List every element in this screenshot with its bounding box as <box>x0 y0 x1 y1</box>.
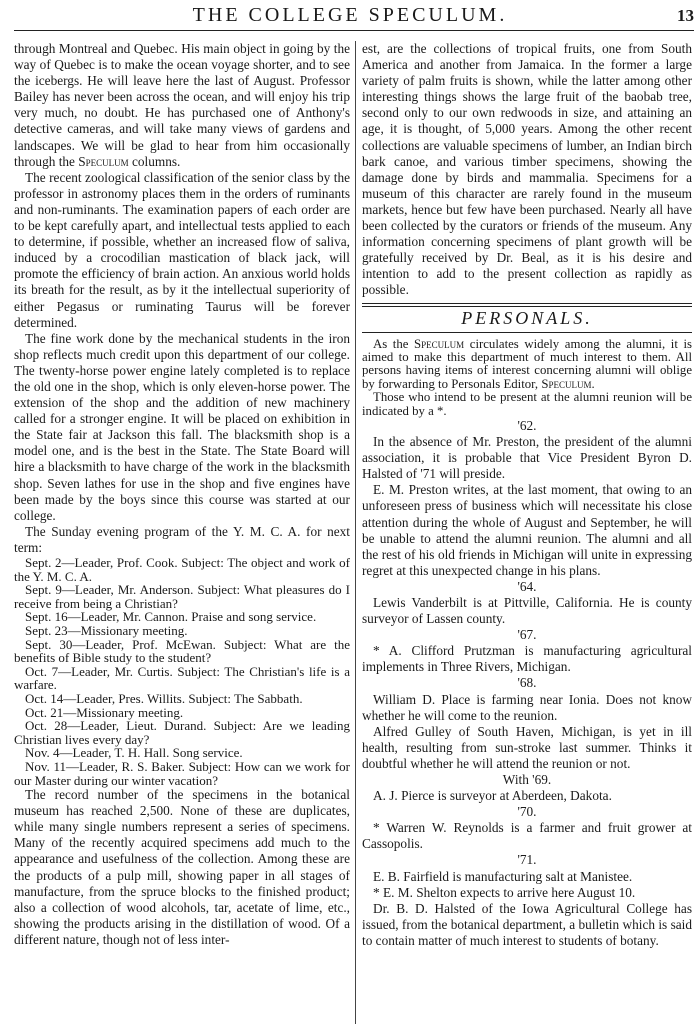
class-year-heading: '64. <box>517 578 537 594</box>
personal-item: Lewis Vanderbilt is at Pittville, California. He is county surveyor of Lassen county. <box>362 594 692 627</box>
class-year-heading: '62. <box>517 417 537 433</box>
column-divider <box>355 41 356 1024</box>
personals-intro: Those who intend to be present at the alumni reunion will be indicated by a *. <box>362 390 692 418</box>
section-title: PERSONALS. <box>461 307 593 328</box>
ymca-schedule <box>14 556 350 787</box>
header-rule <box>14 30 694 31</box>
personal-item: * Warren W. Reynolds is a farmer and fruit grower at Cassopolis. <box>362 820 692 852</box>
schedule-item: Sept. 16—Leader, Mr. Cannon. Praise and song service. <box>25 609 317 625</box>
schedule-item: Nov. 11—Leader, R. S. Baker. Subject: How can we work for our Master during our winter vacation? <box>14 758 350 788</box>
schedule-item: Oct. 14—Leader, Pres. Willits. Subject: The Sabbath. <box>25 690 303 706</box>
article-paragraph: est, are the collections of tropical fruits, one from South America and another from Jamaica. In the former a large variety of palm fruits is shown, while the latter among other interesting things shows the large fruit of the baobab tree, second only to our own redwoods in size, and attaining an age, it is thought, of 5,000 years. Among the other recent collections are valuable specimens of lumber, an Indian birch bark canoe, and various timber specimens, showing the damage done by birds and mammalia. Specimens for a museum of this character are rarely found in the museum markets, hence but few have been purchased. Nearly all have been collected by the curators or friends of the museum. Any information concerning specimens of plant growth will be gratefully received by Dr. Beal, as it is his desire and intention to add to the present collection as rapidly as possible. <box>362 41 692 298</box>
personal-item: Dr. B. D. Halsted of the Iowa Agricultural College has issued, from the botanical department, a bulletin which is said to contain matter of much interest to students of botany. <box>362 900 692 948</box>
publication-name: Speculum <box>541 376 592 391</box>
schedule-item: Sept. 30—Leader, Prof. McEwan. Subject: What are the benefits of Bible study to the student? <box>14 636 350 666</box>
personal-item: William D. Place is farming near Ionia. Does not know whether he will come to the reunion. <box>362 691 692 723</box>
page-number: 13 <box>677 6 694 25</box>
schedule-item: Sept. 9—Leader, Mr. Anderson. Subject: What pleasures do I receive from being a Christian? <box>14 582 350 611</box>
personal-item: * A. Clifford Prutzman is manufacturing agricultural implements in Three Rivers, Michigan. <box>362 643 692 675</box>
personal-item: E. B. Fairfield is manufacturing salt at Manistee. <box>373 868 633 884</box>
article-paragraph: The recent zoological classification of the senior class by the professor in astronomy places them in the orders of ruminants and non-ruminants. The examination papers of each order are to be kept carefully apart, and intellectual tests applied to each to determine, if possible, whether an increased flow of saliva, induced by a crocodilian mastication of black jack, will promote the efficiency of brain action. An anxious world holds its breath for the result, as by it the intellectual superiority of either Pegasus or ruminating Taurus will be forever determined. <box>14 169 350 330</box>
paragraph-text: circulates widely among the alumni, it is aimed to make this department of much interest to them. All persons having items of interest concerning alumni will oblige by forwarding to Personals Editor, <box>362 336 692 391</box>
paragraph-text: . <box>591 376 595 391</box>
left-column <box>14 41 350 1024</box>
personals-intro <box>362 338 692 392</box>
paragraph-text: As the <box>373 336 415 351</box>
article-paragraph: The Sunday evening program of the Y. M. C. A. for next term: <box>14 523 350 555</box>
personal-item: * E. M. Shelton expects to arrive here August 10. <box>373 884 636 900</box>
class-year-heading: '67. <box>517 627 537 643</box>
personal-item: Alfred Gulley of South Haven, Michigan, is yet in ill health, resulting from sun-stroke last summer. Thinks it doubtful whether he will attend the reunion or not. <box>362 723 692 771</box>
personal-item: E. M. Preston writes, at the last moment, that owing to an unforeseen press of business which will necessitate his close attention during the whole of August and September, he will be unable to attend the alumni reunion. The alumni and all the rest of his old friends in Michigan will unite in expressing regret at this unexpected change in his plans. <box>362 482 692 578</box>
right-column <box>362 41 692 1024</box>
schedule-item: Oct. 21—Missionary meeting. <box>25 704 184 720</box>
page-header <box>0 0 700 30</box>
schedule-item: Oct. 7—Leader, Mr. Curtis. Subject: The Christian's life is a warfare. <box>14 663 350 693</box>
heading-rule <box>362 303 692 304</box>
schedule-item: Sept. 23—Missionary meeting. <box>25 622 188 638</box>
personals-heading <box>362 303 692 333</box>
article-paragraph: The record number of the specimens in the botanical museum has reached 2,500. None of these are duplicates, while many single numbers represent a series of specimens. Many of the recently acquired specimens add much to the appearance and usefulness of the collection. Among these are the products of a pulp mill, showing paper in all stages of manufacture, from the spruce blocks to the finished product; also a collection of wood alcohols, tar, acetate of lime, etc., showing the products arising in the distillation of wood. Of a different nature, though not of less inter- <box>14 787 350 947</box>
heading-rule <box>362 306 692 307</box>
schedule-item: Oct. 28—Leader, Lieut. Durand. Subject: Are we leading Christian lives every day? <box>14 718 350 747</box>
personal-item: A. J. Pierce is surveyor at Aberdeen, Dakota. <box>373 788 612 804</box>
class-year-heading: '71. <box>517 852 537 868</box>
publication-name: Speculum <box>414 336 465 351</box>
paragraph-text: through Montreal and Quebec. His main object in going by the way of Quebec is to make the ocean voyage shorter, and to see the icebergs. He will leave here the last of August. Professor Bailey has never been across the ocean, and will enjoy his trip very much, no doubt. He has purchased one of Anthony's detective cameras, and will take many views of gardens and landscapes. We will be glad to hear from him occasionally through the <box>14 41 350 169</box>
schedule-item: Sept. 2—Leader, Prof. Cook. Subject: The object and work of the Y. M. C. A. <box>14 555 350 584</box>
article-paragraph: The fine work done by the mechanical students in the iron shop reflects much credit upon this department of our college. The twenty-horse power engine lately completed is to replace the old one in the shop, which is only eleven-horse power. The extension of the shop and the addition of new machinery called for a stronger engine. It will be placed on exhibition in the State fair at Jackson this fall. The blacksmith shop is a model one, and is the best in the State. The State Board will hire a blacksmith to have charge of the work in the blacksmith shop. Seven lathes for use in the shop and five engines have been made by the boys since this course was started at our college. <box>14 330 350 523</box>
class-year-heading: '68. <box>517 675 537 691</box>
publication-name: Speculum <box>78 153 129 169</box>
paragraph-text: columns. <box>128 153 181 169</box>
class-year-heading: '70. <box>517 804 537 820</box>
class-year-heading: With '69. <box>502 772 552 787</box>
heading-rule <box>362 332 692 333</box>
personal-item: In the absence of Mr. Preston, the president of the alumni association, it is probable that Vice President Byron D. Halsted of '71 will preside. <box>362 434 692 482</box>
article-paragraph <box>14 41 350 170</box>
schedule-item: Nov. 4—Leader, T. H. Hall. Song service. <box>25 745 243 761</box>
masthead-title: THE COLLEGE SPECULUM. <box>192 4 508 26</box>
